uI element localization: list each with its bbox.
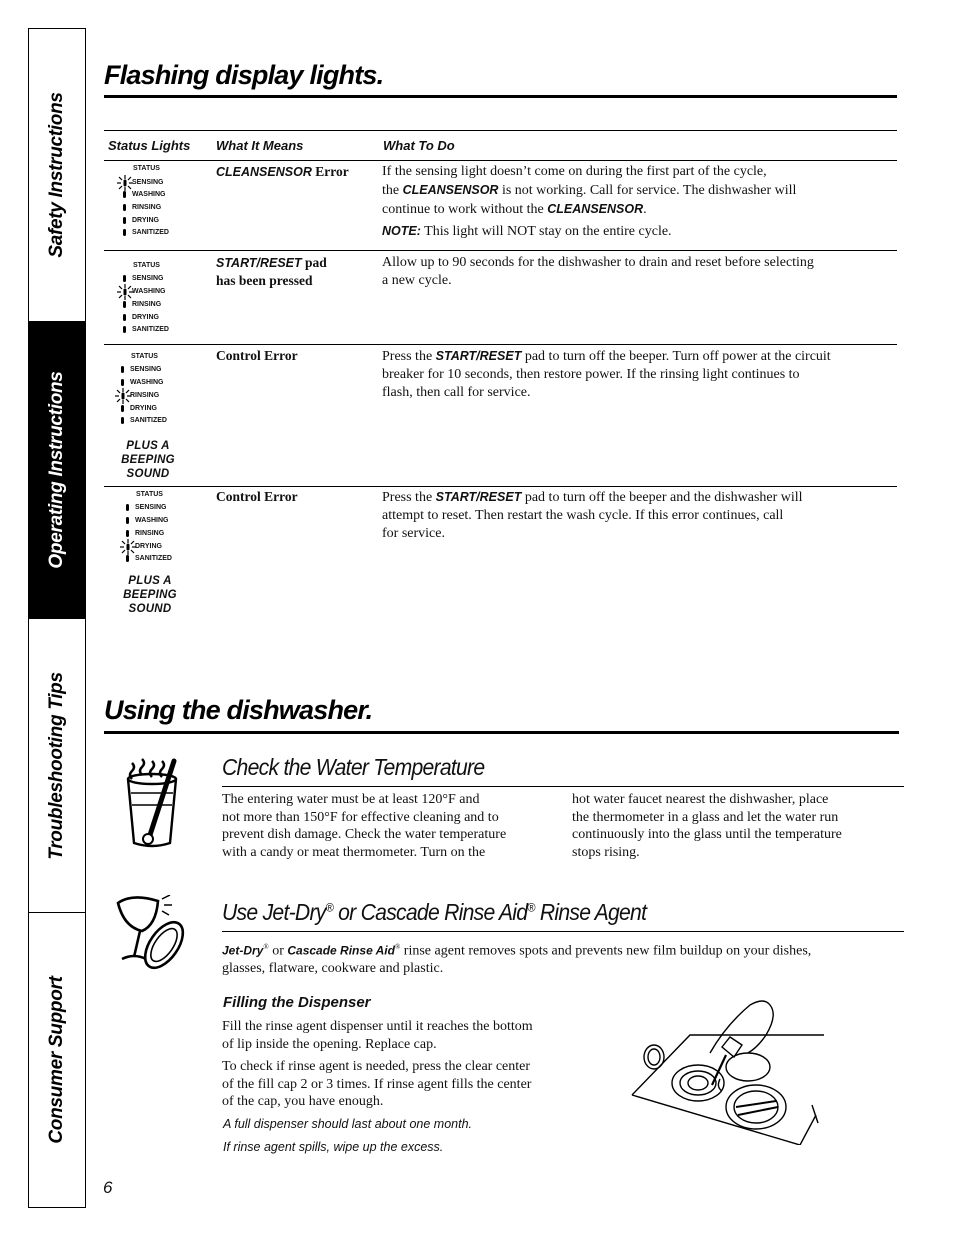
indicator-light-icon: [123, 191, 126, 198]
beep-line: SOUND: [126, 468, 170, 480]
paragraph-line: of lip inside the opening. Replace cap.: [222, 1036, 437, 1052]
panel-label-rinsing: RINSING: [132, 301, 162, 308]
text: Press the: [382, 490, 436, 505]
panel-label-sanitized: SANITIZED: [135, 555, 172, 562]
section-title-flashing-lights: Flashing display lights.: [104, 60, 384, 90]
paragraph-line: hot water faucet nearest the dishwasher, place: [572, 792, 829, 807]
tab-safety-instructions[interactable]: [29, 29, 85, 322]
table-header-rule: [104, 160, 897, 161]
row-divider: [104, 344, 897, 345]
row1-meaning: [216, 163, 349, 181]
text: the: [382, 183, 403, 198]
header-what-it-means: What It Means: [216, 138, 304, 153]
indicator-light-icon: [123, 204, 126, 211]
text: continue to work without the: [382, 202, 548, 217]
text: rinse agent removes spots and prevents new film buildup on your dishes,: [400, 943, 812, 959]
row4-meaning: Control Error: [216, 489, 298, 504]
indicator-light-icon: [121, 405, 124, 412]
panel-row-drying: [123, 217, 159, 226]
todo-line: attempt to reset. Then restart the wash cycle. If this error continues, call: [382, 508, 784, 523]
beep-line: PLUS A: [128, 575, 172, 587]
subsection-title-water-temperature: Check the Water Temperature: [222, 754, 485, 780]
indicator-light-icon: [123, 275, 126, 282]
panel-label-sanitized: SANITIZED: [132, 229, 169, 236]
rinse-dispenser-illustration: [630, 995, 826, 1145]
todo-line: [382, 181, 892, 200]
tab-label: Troubleshooting Tips: [46, 671, 67, 860]
panel-label-rinsing: RINSING: [132, 204, 162, 211]
registered-mark: ®: [263, 943, 269, 951]
panel-label-drying: DRYING: [130, 405, 157, 412]
panel-row-sanitized: [126, 555, 172, 564]
start-reset-term: START/RESET: [435, 349, 522, 363]
panel-label-drying: DRYING: [135, 543, 162, 550]
panel-row-sensing: [123, 275, 164, 284]
paragraph-line: The entering water must be at least 120°F and: [222, 792, 480, 807]
fill-paragraph-1: [222, 1018, 602, 1053]
panel-label-washing: WASHING: [132, 191, 166, 198]
meaning-line: has been pressed: [216, 273, 313, 288]
paragraph-line: stops rising.: [572, 844, 640, 860]
water-temp-column-2: [572, 791, 902, 861]
panel-status-label: STATUS: [136, 491, 163, 498]
indicator-light-icon: [123, 229, 126, 236]
indicator-light-icon: [121, 417, 124, 424]
text: is not working. Call for service. The dishwasher will: [498, 183, 797, 198]
tab-troubleshooting-tips[interactable]: [29, 619, 85, 913]
panel-label-rinsing: RINSING: [135, 530, 165, 537]
cascade-term: Cascade Rinse Aid: [287, 943, 395, 958]
note-text: This light will NOT stay on the entire cycle.: [420, 224, 672, 239]
side-tabs: [28, 28, 86, 1208]
title-part: Use Jet-Dry: [222, 899, 326, 925]
registered-mark: ®: [394, 943, 401, 951]
paragraph-line: not more than 150°F for effective cleaning and to: [222, 809, 499, 825]
panel-row-rinsing: [126, 530, 164, 539]
panel-label-sanitized: SANITIZED: [130, 417, 167, 424]
panel-label-washing: WASHING: [130, 379, 164, 386]
flashing-light-icon: [115, 388, 131, 404]
registered-mark: ®: [527, 900, 535, 915]
panel-label-drying: DRYING: [132, 314, 159, 321]
flashing-light-icon: [120, 539, 136, 555]
indicator-light-icon: [123, 326, 126, 333]
flashing-light-icon: [117, 175, 133, 191]
section-title-using-dishwasher: Using the dishwasher.: [104, 695, 373, 725]
subsection-title-rinse-agent: [222, 899, 646, 926]
row1-todo: [382, 163, 892, 241]
panel-label-drying: DRYING: [132, 217, 159, 224]
panel-status-label: STATUS: [131, 353, 158, 360]
panel-row-washing: [123, 288, 165, 297]
indicator-light-icon: [123, 301, 126, 308]
title-part: or Cascade Rinse Aid: [333, 899, 528, 925]
tab-operating-instructions[interactable]: [29, 322, 85, 619]
panel-label-sanitized: SANITIZED: [132, 326, 169, 333]
cleansensor-term: CLEANSENSOR: [547, 202, 644, 216]
paragraph-line: Fill the rinse agent dispenser until it reaches the bottom: [222, 1019, 533, 1034]
todo-line: If the sensing light doesn’t come on during the first part of the cycle,: [382, 164, 767, 179]
row3-todo: [382, 347, 892, 402]
paragraph-line: of the fill cap 2 or 3 times. If rinse agent fills the center: [222, 1076, 532, 1092]
flashing-light-icon: [117, 284, 133, 300]
tab-label: Safety Instructions: [46, 92, 67, 258]
todo-line: [382, 488, 892, 507]
beep-line: SOUND: [128, 603, 172, 615]
text: pad to turn off the beeper. Turn off power at the circuit: [521, 349, 831, 364]
panel-label-sensing: SENSING: [132, 275, 164, 282]
panel-label-sensing: SENSING: [135, 504, 167, 511]
todo-line: a new cycle.: [382, 273, 452, 288]
cleansensor-term: CLEANSENSOR: [216, 165, 312, 179]
title-part: Rinse Agent: [534, 899, 647, 925]
panel-row-sanitized: [123, 229, 169, 238]
panel-row-rinsing: [123, 204, 161, 213]
paragraph-line: glasses, flatware, cookware and plastic.: [222, 961, 444, 977]
panel-label-sensing: SENSING: [132, 179, 164, 186]
panel-row-washing: [121, 379, 163, 388]
dispenser-note-1: A full dispenser should last about one month.: [223, 1117, 472, 1131]
tab-label: Operating Instructions: [46, 371, 67, 569]
indicator-light-icon: [126, 530, 129, 537]
page-number: 6: [103, 1178, 113, 1197]
jet-dry-term: Jet-Dry: [222, 943, 264, 958]
panel-row-sensing: [121, 366, 162, 375]
header-what-to-do: What To Do: [383, 138, 455, 153]
panel-label-washing: WASHING: [135, 517, 169, 524]
panel-row-sensing: [126, 504, 167, 513]
row2-todo: [382, 254, 892, 290]
meaning-line: [216, 254, 327, 272]
beeping-sound-note: [120, 574, 180, 616]
note-label: NOTE:: [382, 224, 421, 238]
todo-line: flash, then call for service.: [382, 385, 531, 400]
subsection-rule: [222, 931, 904, 932]
indicator-light-icon: [126, 517, 129, 524]
water-temp-column-1: [222, 791, 562, 861]
text: pad to turn off the beeper and the dishwasher will: [521, 490, 803, 505]
paragraph-line: To check if rinse agent is needed, press the clear center: [222, 1059, 531, 1074]
rinse-agent-intro: [222, 939, 902, 978]
panel-row-sanitized: [123, 326, 169, 335]
paragraph-line: with a candy or meat thermometer. Turn on the: [222, 844, 486, 860]
paragraph-line: prevent dish damage. Check the water temperature: [222, 827, 507, 842]
row4-todo: [382, 488, 892, 543]
panel-row-drying: [123, 314, 159, 323]
panel-row-washing: [123, 191, 165, 200]
panel-row-washing: [126, 517, 168, 526]
panel-row-drying: [121, 405, 157, 414]
tab-consumer-support[interactable]: [29, 913, 85, 1207]
meaning-text: pad: [301, 255, 327, 270]
paragraph-line: the thermometer in a glass and let the water run: [572, 809, 839, 825]
panel-status-label: STATUS: [133, 165, 160, 172]
indicator-light-icon: [126, 555, 129, 562]
subsection-rule: [222, 786, 904, 787]
cleansensor-term: CLEANSENSOR: [402, 183, 499, 197]
text: Press the: [382, 349, 436, 364]
panel-row-drying: [126, 543, 162, 552]
row-divider: [104, 486, 897, 487]
dispenser-note-2: If rinse agent spills, wipe up the excess.: [223, 1140, 444, 1154]
start-reset-term: START/RESET: [435, 490, 522, 504]
beep-line: PLUS A: [126, 440, 170, 452]
fill-paragraph-2: [222, 1058, 602, 1111]
todo-line: [382, 347, 892, 366]
meaning-text: Error: [311, 164, 349, 179]
paragraph-line: of the cap, you have enough.: [222, 1094, 384, 1109]
registered-mark: ®: [325, 900, 334, 915]
tab-label: Consumer Support: [46, 976, 67, 1144]
todo-line: [382, 200, 892, 219]
filling-dispenser-heading: Filling the Dispenser: [223, 994, 371, 1011]
paragraph-line: [222, 939, 902, 960]
panel-row-rinsing: [121, 392, 159, 401]
panel-row-sensing: [123, 179, 164, 188]
text: .: [643, 202, 647, 217]
row3-meaning: Control Error: [216, 348, 298, 363]
panel-label-washing: WASHING: [132, 288, 166, 295]
row2-meaning: [216, 254, 327, 290]
indicator-light-icon: [121, 379, 124, 386]
glass-thermometer-icon: [118, 757, 186, 853]
beep-line: BEEPING: [121, 454, 175, 466]
text: or: [268, 943, 288, 959]
heading-rule: [104, 731, 899, 734]
beep-line: BEEPING: [123, 589, 177, 601]
header-status-lights: Status Lights: [108, 138, 191, 153]
panel-label-rinsing: RINSING: [130, 392, 160, 399]
todo-line: Allow up to 90 seconds for the dishwasher to drain and reset before selecting: [382, 255, 814, 270]
row-divider: [104, 250, 897, 251]
table-top-rule: [104, 130, 897, 131]
indicator-light-icon: [123, 217, 126, 224]
glass-and-plate-icon: [112, 895, 192, 975]
paragraph-line: continuously into the glass until the temperature: [572, 827, 842, 842]
todo-line: breaker for 10 seconds, then restore power. If the rinsing light continues to: [382, 367, 800, 382]
start-reset-term: START/RESET: [216, 256, 302, 270]
panel-row-rinsing: [123, 301, 161, 310]
indicator-light-icon: [126, 504, 129, 511]
panel-row-sanitized: [121, 417, 167, 426]
panel-label-sensing: SENSING: [130, 366, 162, 373]
note-line: [382, 222, 892, 241]
todo-line: for service.: [382, 526, 445, 541]
beeping-sound-note: [118, 439, 178, 481]
panel-status-label: STATUS: [133, 262, 160, 269]
indicator-light-icon: [121, 366, 124, 373]
indicator-light-icon: [123, 314, 126, 321]
heading-rule: [104, 95, 897, 98]
